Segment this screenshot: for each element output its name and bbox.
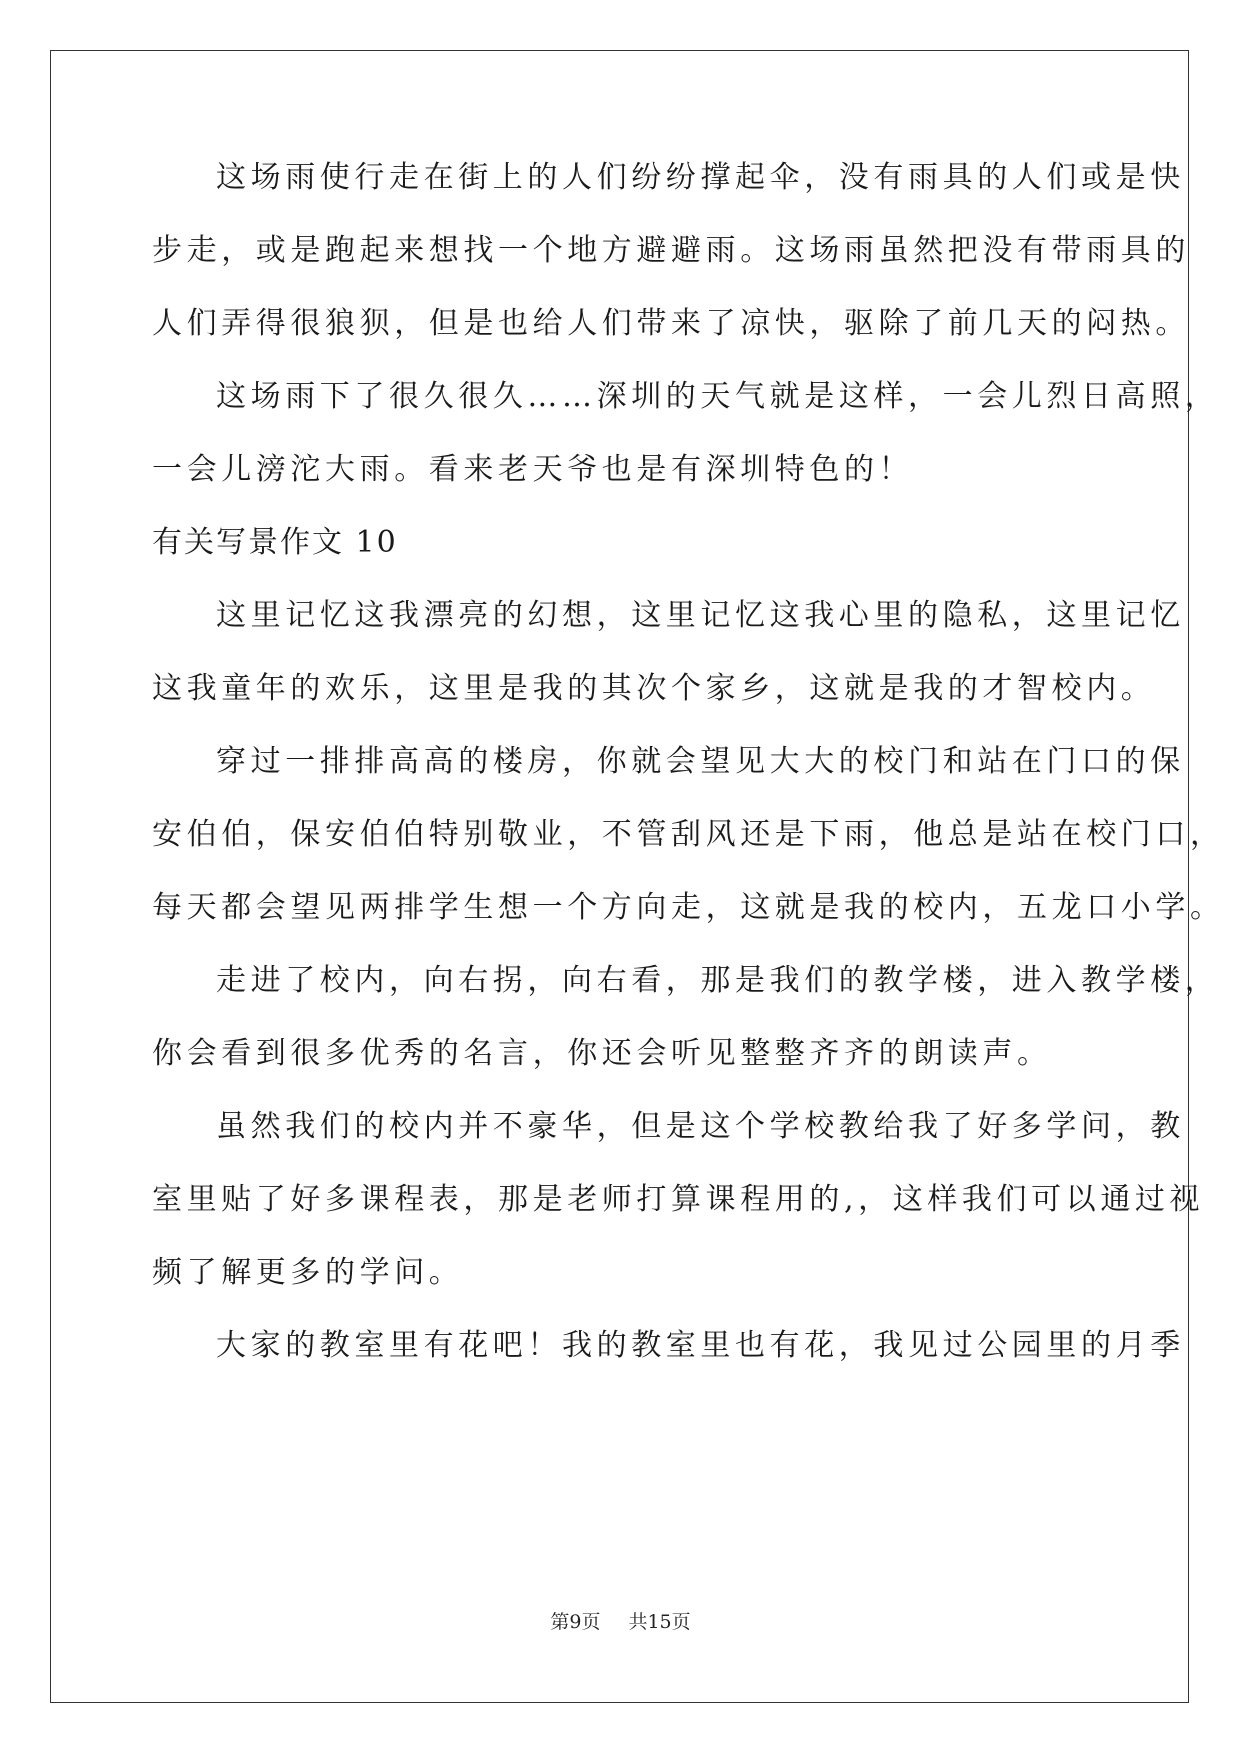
page-number: 第9页 xyxy=(550,1611,601,1633)
page-footer xyxy=(0,1610,1241,1634)
paragraph-line: 大家的教室里有花吧！我的教室里也有花，我见过公园里的月季 xyxy=(216,1328,1185,1363)
paragraph-line: 虽然我们的校内并不豪华，但是这个学校教给我了好多学问，教 xyxy=(216,1109,1185,1144)
paragraph-line: 走进了校内，向右拐，向右看，那是我们的教学楼，进入教学楼， xyxy=(216,963,1220,998)
paragraph-line: 这里记忆这我漂亮的幻想，这里记忆这我心里的隐私，这里记忆 xyxy=(216,598,1185,633)
paragraph-line: 人们弄得很狼狈，但是也给人们带来了凉快，驱除了前几天的闷热。 xyxy=(152,306,1190,341)
page-frame xyxy=(50,50,1189,1703)
paragraph-line: 步走，或是跑起来想找一个地方避避雨。这场雨虽然把没有带雨具的 xyxy=(152,233,1190,268)
paragraph-line: 这场雨使行走在街上的人们纷纷撑起伞，没有雨具的人们或是快 xyxy=(216,160,1185,195)
paragraph-line: 频了解更多的学问。 xyxy=(152,1255,464,1290)
paragraph-line: 这我童年的欢乐，这里是我的其次个家乡，这就是我的才智校内。 xyxy=(152,671,1156,706)
page-total: 共15页 xyxy=(628,1611,691,1633)
paragraph-line: 穿过一排排高高的楼房，你就会望见大大的校门和站在门口的保 xyxy=(216,744,1185,779)
paragraph-line: 这场雨下了很久很久……深圳的天气就是这样，一会儿烈日高照， xyxy=(216,379,1220,414)
paragraph-line: 安伯伯，保安伯伯特别敬业，不管刮风还是下雨，他总是站在校门口， xyxy=(152,817,1225,852)
paragraph-line: 你会看到很多优秀的名言，你还会听见整整齐齐的朗读声。 xyxy=(152,1036,1052,1071)
section-heading: 有关写景作文 10 xyxy=(152,525,398,560)
paragraph-line: 每天都会望见两排学生想一个方向走，这就是我的校内，五龙口小学。 xyxy=(152,890,1225,925)
paragraph-line: 室里贴了好多课程表，那是老师打算课程用的,，这样我们可以通过视 xyxy=(152,1182,1205,1217)
paragraph-line: 一会儿滂沱大雨。看来老天爷也是有深圳特色的！ xyxy=(152,452,914,487)
